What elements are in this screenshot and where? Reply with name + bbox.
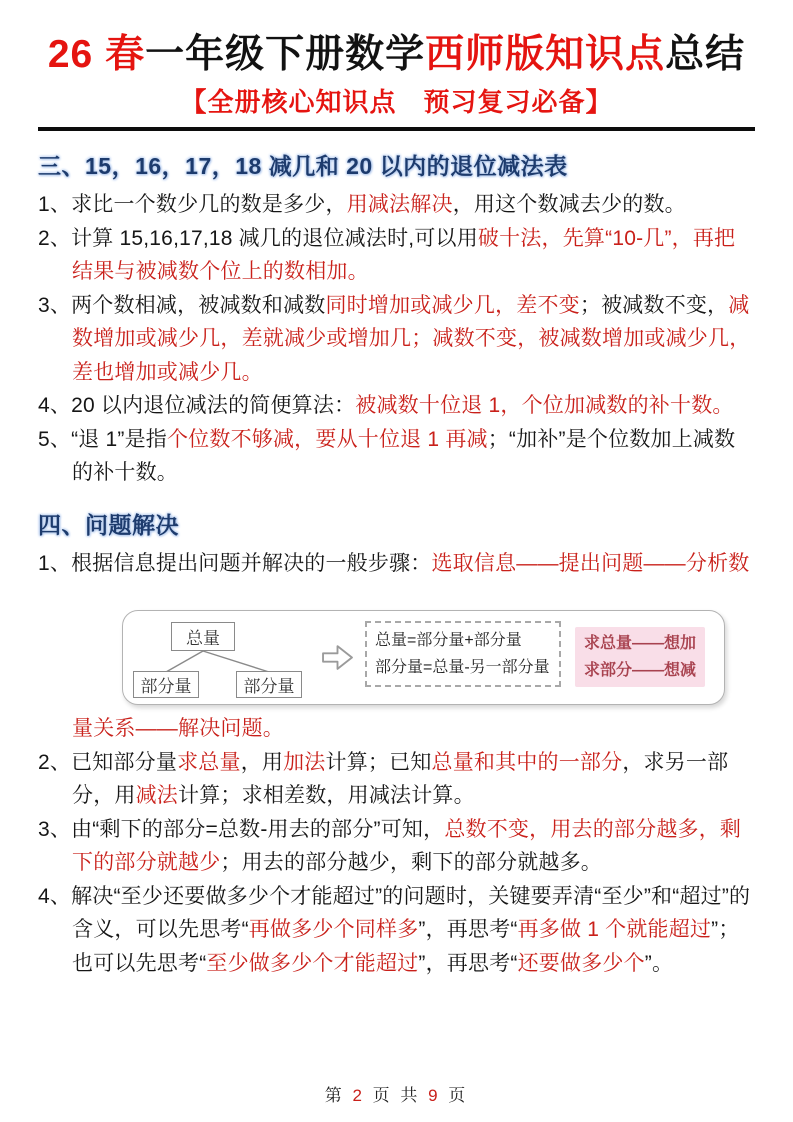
- knowledge-point: [38, 547, 755, 581]
- text-segment: 量关系——解决问题。: [72, 717, 284, 740]
- text-segment: 个位数不够减，要从十位退 1 再减: [166, 427, 488, 451]
- text-segment: 4、20 以内退位减法的简便算法：: [38, 394, 356, 417]
- knowledge-point: [38, 389, 755, 423]
- part-whole-diagram: [122, 610, 725, 705]
- note-line: 求总量——想加: [584, 635, 697, 652]
- text-segment: 至少做多少个才能超过: [206, 951, 419, 975]
- note-line: 求部分——想减: [584, 662, 697, 679]
- text-segment: 2: [352, 1086, 365, 1105]
- text-segment: 第: [324, 1086, 353, 1105]
- formula-box: [365, 621, 561, 687]
- text-segment: 选取信息——提出问题——分析数: [431, 551, 750, 575]
- text-segment: 西师版知识点: [425, 33, 666, 76]
- text-segment: ，求另一部分，用: [72, 750, 729, 807]
- text-segment: 破十法，先算“10-几”，再把结果与被减数个位上的数相加。: [72, 226, 736, 283]
- knowledge-point: [38, 880, 755, 981]
- knowledge-point: [38, 813, 755, 880]
- text-segment: 再做多少个同样多: [248, 918, 419, 941]
- knowledge-point: [38, 746, 755, 813]
- text-segment: 1、根据信息提出问题并解决的一般步骤：: [38, 551, 432, 575]
- text-segment: 3、由“剩下的部分=总数-用去的部分”可知，: [38, 817, 445, 841]
- knowledge-point: [38, 222, 755, 289]
- page-footer: [0, 1081, 793, 1106]
- knowledge-point-continued: [38, 712, 755, 746]
- section-heading-four: 四、问题解决: [38, 511, 179, 538]
- text-segment: 总结: [665, 33, 746, 76]
- knowledge-point: [38, 188, 755, 222]
- text-segment: ；用去的部分越少，剩下的部分就越多。: [220, 851, 603, 874]
- method-notes-box: [575, 627, 705, 687]
- text-segment: ；“加补”是个位数加上减数的补十数。: [72, 427, 736, 484]
- text-segment: 26 春: [47, 33, 146, 76]
- text-segment: 1、求比一个数少几的数是多少，: [38, 193, 347, 216]
- text-segment: 用减法解决: [346, 193, 453, 216]
- text-segment: 页 共: [364, 1086, 429, 1105]
- knowledge-point: [38, 423, 755, 490]
- section-heading-three: 三、15，16，17，18 减几和 20 以内的退位减法表: [38, 153, 568, 179]
- text-segment: 2、计算 15,16,17,18 减几的退位减法时,可以用: [38, 226, 478, 250]
- text-segment: 还要做多少个: [517, 951, 645, 975]
- text-segment: 9: [428, 1086, 441, 1105]
- knowledge-point: [38, 289, 755, 390]
- text-segment: 2、已知部分量: [38, 750, 178, 774]
- formula-line: 部分量=总量-另一部分量: [375, 659, 550, 676]
- text-segment: ”。: [644, 951, 674, 975]
- text-segment: 同时增加或减少几，差不变: [325, 293, 580, 317]
- text-segment: 减数增加或减少几，差就减少或增加几；减数不变，被减数增加或减少几，差也增加或减少几。: [72, 293, 751, 384]
- text-segment: 被减数十位退 1，个位加减数的补十数。: [355, 394, 734, 417]
- text-segment: 减法: [135, 784, 179, 807]
- text-segment: 5、“退 1”是指: [38, 427, 167, 451]
- text-segment: ；被减数不变，: [579, 293, 729, 317]
- text-segment: 求总量: [177, 750, 241, 774]
- page-subtitle: 【全册核心知识点 预习复习必备】: [180, 87, 613, 117]
- text-segment: 加法: [283, 750, 326, 774]
- text-segment: 总数不变，用去的部分越多，剩下的部分就越少: [72, 817, 742, 874]
- text-segment: 计算；已知: [325, 750, 432, 774]
- text-segment: 再多做 1 个就能超过: [517, 918, 712, 941]
- text-segment: ，用这个数减去少的数。: [452, 193, 686, 216]
- text-segment: ”；也可以先思考“: [72, 918, 740, 975]
- text-segment: 总量和其中的一部分: [431, 750, 623, 774]
- text-segment: ”，再思考“: [418, 951, 518, 975]
- text-segment: 3、两个数相减，被减数和减数: [38, 293, 326, 317]
- part-quantity-box: 部分量: [236, 671, 302, 698]
- text-segment: ，用: [240, 750, 284, 774]
- text-segment: 页: [440, 1086, 469, 1105]
- text-segment: 4、解决“至少还要做多少个才能超过”的问题时，关键要弄清“至少”和“超过”的含义，可以先思考“: [38, 884, 751, 941]
- page-title: [38, 30, 755, 80]
- total-quantity-box: 总量: [171, 622, 235, 651]
- formula-line: 总量=部分量+部分量: [375, 632, 522, 649]
- text-segment: 计算；求相差数，用减法计算。: [178, 784, 475, 807]
- text-segment: 一年级下册数学: [145, 33, 426, 76]
- header-divider: [38, 127, 755, 131]
- text-segment: ”，再思考“: [418, 918, 518, 941]
- right-arrow-icon: [322, 642, 353, 673]
- part-quantity-box: 部分量: [133, 671, 199, 698]
